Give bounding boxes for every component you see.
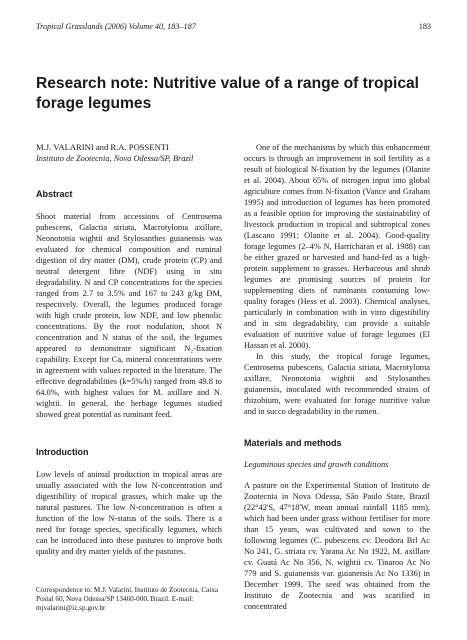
journal-citation: Tropical Grasslands (2006) Volume 40, 183–187 [36, 22, 196, 31]
methods-heading: Materials and methods [244, 438, 342, 448]
page-number: 183 [418, 22, 431, 31]
abstract-heading: Abstract [36, 189, 73, 199]
methods-subheading: Leguminous species and growth conditions [244, 460, 389, 469]
methods-text: A pasture on the Experimental Station of Instituto de Zootecnia in Nova Odessa, São Paulo State, Brazil (22°42'S, 47°18'W, mean annual rainfall 1185 mm), which had been under grass without fertiliser for more than 15 years, was cultivated and sown to the following legumes (C. pubescens cv. Deodora Brl Ac No 241, G. striata cv. Yarana Ac No 1922, M. axillare cv. Guatá Ac No 356, N. wightii cv. Tinaroo Ac No 779 and S. guianensis var. guianensis Ac No 1336) in December 1999. The seed was obtained from the Instituto de Zootecnia and was scarified in concentrated [244, 481, 430, 611]
authors: M.J. VALARINI and R.A. POSSENTI [36, 142, 169, 152]
right-column [244, 142, 430, 612]
introduction-paragraph-3: In this study, the tropical forage legumes, Centrosema pubescens, Galactia striata, Macrotyloma axillare, Neonotonia wightii and Stylosanthes guianensis, inoculated with recommended strains of rhizobium, were evaluated for forage nutritive value and in succo degradability in the rumen. [244, 352, 430, 416]
correspondence-note: Correspondence to: M.J. Valarini, Instituto de Zootecnia, Caixa Postal 60, Nova Odessa/SP 13460-000, Brazil. E-mail: mjvalarini@iz.sp.gov.br [36, 586, 219, 613]
abstract-text: Shoot material from accessions of Centrosema pubescens, Galactia striata, Macrotyloma axillare, Neonotonia wightii and Stylosanthes guianensis was evaluated for chemical composition and ruminal digestion of dry matter (DM), crude protein (CP) and neutral detergent fibre (NDF) using in situ degradability. N and CP concentrations for the species ranged from 2.7 to 3.5% and 167 to 243 g/kg DM, respectively. Overall, the legumes produced forage with high crude protein, low NDF, and low phenolic concentrations. By the root nodulation, shoot N concentration and N status of the soil, the legumes appeared to demonstrate significant N₂-fixation capability. Except for Ca, mineral concentrations were in agreement with values reported in the literature. The effective degradabilities (k=5%/h) ranged from 49.8 to 64.0%, with highest values for M. axillare and N. wightii. In general, the herbage legumes studied showed great potential as ruminant feed. [36, 212, 222, 419]
article-title: Research note: Nutritive value of a range of tropical forage legumes [36, 75, 420, 112]
affiliation: Instituto de Zootecnia, Nova Odessa/SP, Brazil [36, 154, 194, 163]
introduction-paragraph-2: One of the mechanisms by which this enhancement occurs is through an improvement in soil fertility as a result of biological N-fixation by the legumes (Olanite et al. 2004). About 65% of nitrogen input into global agriculture comes from N-fixation (Vance and Graham 1995) and introduction of legumes has been promoted as a feasible option for improving the sustainability of livestock production in tropical and subtropical zones (Lascano 1991; Olanite et al. 2004). Good-quality forage legumes (2–4% N, Harricharan et al. 1988) can be either grazed or harvested and hand-fed as a high-protein supplement to grasses. Herbaceous and shrub legumes are promising sources of protein for supplementing diets of ruminants consuming low-quality forages (Hess et al. 2003). Chemical analyses, particularly in combination with in vitro digestibility and in situ degradability, can provide a suitable evaluation of nutritive value of forage legumes (El Hassan et al. 2000). [244, 143, 430, 350]
left-column [36, 142, 222, 557]
introduction-heading: Introduction [36, 447, 89, 457]
introduction-paragraph-1: Low levels of animal production in tropical areas are usually associated with the low N-concentration and digestibility of tropical grasses, which make up the natural pastures. The low N-concentration is often a function of the low N-status of the soils. There is a need for forage species, specifically legumes, which can be introduced into these pastures to improve both quality and dry matter yields of the pastures. [36, 470, 222, 556]
running-header [36, 22, 431, 36]
